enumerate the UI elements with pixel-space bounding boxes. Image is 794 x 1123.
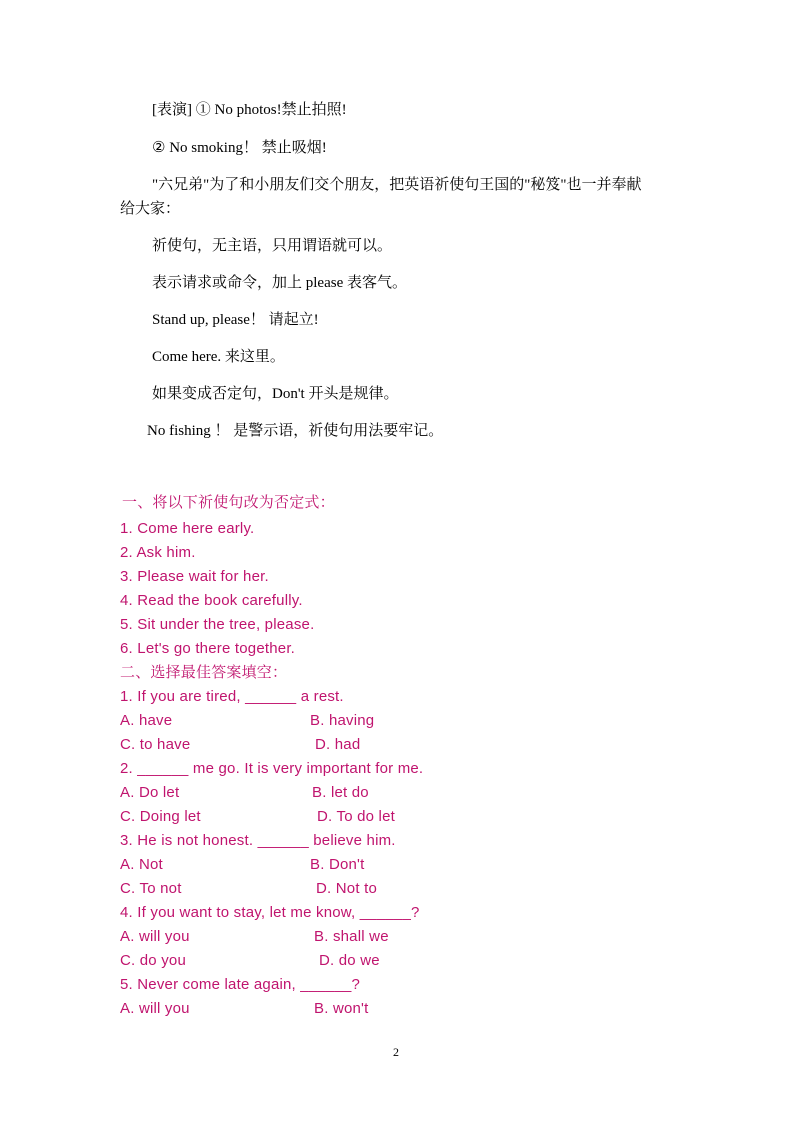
option-a: A. will you bbox=[120, 1000, 190, 1017]
rule-line-3: 如果变成否定句，Don't 开头是规律。 bbox=[152, 386, 399, 402]
option-c: C. to have bbox=[120, 736, 191, 753]
exercise-item: 3. Please wait for her. bbox=[120, 568, 269, 585]
exercise-item: 1. Come here early. bbox=[120, 520, 255, 537]
option-d: D. To do let bbox=[317, 808, 396, 825]
question-text: 4. If you want to stay, let me know, ______? bbox=[120, 904, 420, 921]
exercise-item: 4. Read the book carefully. bbox=[120, 592, 303, 609]
section-2-title: 二、选择最佳答案填空： bbox=[120, 664, 288, 681]
intro-paragraph-line-2: 给大家： bbox=[120, 201, 181, 217]
section-1-title: 一、将以下祈使句改为否定式： bbox=[122, 494, 335, 511]
question-text: 1. If you are tired, ______ a rest. bbox=[120, 688, 344, 705]
option-d: D. Not to bbox=[316, 880, 377, 897]
option-b: B. having bbox=[310, 712, 375, 729]
page-number: 2 bbox=[393, 1045, 399, 1059]
option-c: C. do you bbox=[120, 952, 187, 969]
option-a: A. Not bbox=[120, 856, 163, 873]
perform-line-2: ② No smoking！ 禁止吸烟! bbox=[152, 140, 327, 156]
option-c: C. Doing let bbox=[120, 808, 201, 825]
option-b: B. Don't bbox=[310, 856, 365, 873]
perform-line: [表演] ① No photos!禁止拍照! bbox=[152, 102, 347, 118]
option-a: A. will you bbox=[120, 928, 190, 945]
exercise-item: 2. Ask him. bbox=[120, 544, 196, 561]
example-line-1: Stand up, please！ 请起立! bbox=[152, 312, 319, 328]
rule-line-1: 祈使句，无主语，只用谓语就可以。 bbox=[152, 238, 393, 254]
exercise-item: 5. Sit under the tree, please. bbox=[120, 616, 315, 633]
question-text: 3. He is not honest. ______ believe him. bbox=[120, 832, 396, 849]
option-a: A. have bbox=[120, 712, 173, 729]
example-line-2: Come here. 来这里。 bbox=[152, 349, 285, 365]
rule-line-2: 表示请求或命令，加上 please 表客气。 bbox=[152, 275, 407, 291]
question-text: 2. ______ me go. It is very important for me. bbox=[120, 760, 424, 777]
option-c: C. To not bbox=[120, 880, 182, 897]
exercise-item: 6. Let's go there together. bbox=[120, 640, 296, 657]
option-b: B. shall we bbox=[314, 928, 389, 945]
option-a: A. Do let bbox=[120, 784, 180, 801]
option-b: B. let do bbox=[312, 784, 369, 801]
question-text: 5. Never come late again, ______? bbox=[120, 976, 361, 993]
intro-paragraph-line-1: "六兄弟"为了和小朋友们交个朋友，把英语祈使句王国的"秘笈"也一并奉献 bbox=[152, 177, 642, 193]
rule-line-4: No fishing ！ 是警示语，祈使句用法要牢记。 bbox=[147, 423, 444, 439]
option-d: D. had bbox=[315, 736, 361, 753]
option-b: B. won't bbox=[314, 1000, 369, 1017]
option-d: D. do we bbox=[319, 952, 380, 969]
